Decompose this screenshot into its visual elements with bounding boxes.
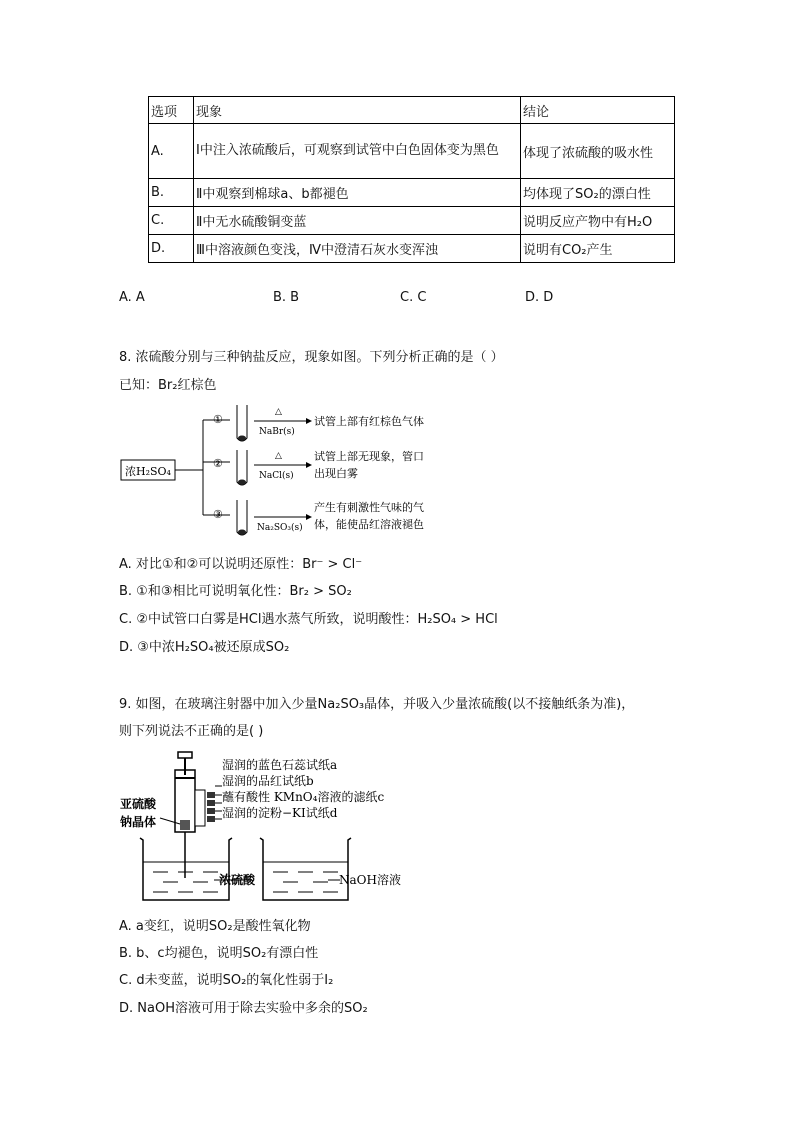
- label-conc-acid: 浓硫酸: [219, 873, 256, 887]
- table-cell-conclusion: 说明反应产物中有H₂O: [521, 207, 675, 235]
- q8-stem: 8. 浓硫酸分别与三种钠盐反应，现象如图。下列分析正确的是（ ）: [119, 350, 504, 365]
- label-strip-b: 湿润的品红试纸b: [222, 774, 314, 788]
- tube1-number: ①: [213, 413, 223, 426]
- table-cell-option: A.: [149, 124, 194, 179]
- label-strip-d: 湿润的淀粉−KI试纸d: [222, 806, 338, 820]
- table-header-conclusion: 结论: [521, 97, 675, 124]
- tube3-result-line1: 产生有刺激性气味的气: [314, 501, 424, 514]
- table-cell-conclusion: 说明有CO₂产生: [521, 235, 675, 263]
- tube2-result-line2: 出现白雾: [314, 467, 358, 480]
- table-header-option: 选项: [149, 97, 194, 124]
- q9-option-c[interactable]: C. d未变蓝，说明SO₂的氧化性弱于I₂: [119, 973, 334, 988]
- tube3-number: ③: [213, 508, 223, 521]
- tube1-result: 试管上部有红棕色气体: [314, 415, 424, 428]
- table-cell-phenomenon: Ⅲ中溶液颜色变浅，Ⅳ中澄清石灰水变浑浊: [194, 235, 521, 263]
- q7-choice-b[interactable]: B. B: [273, 290, 300, 305]
- tube3-result-line2: 体，能使品红溶液褪色: [314, 518, 424, 531]
- reagent-label: 浓H₂SO₄: [125, 465, 171, 478]
- q7-choice-d[interactable]: D. D: [525, 290, 554, 305]
- q9-stem-line2: 则下列说法不正确的是( ): [119, 724, 264, 739]
- table-cell-phenomenon: Ⅱ中无水硫酸铜变蓝: [194, 207, 521, 235]
- q9-syringe-diagram: [118, 750, 418, 906]
- beaker-naoh: [260, 838, 351, 900]
- tube2-salt: NaCl(s): [259, 471, 294, 481]
- q8-option-c[interactable]: C. ②中试管口白雾是HCl遇水蒸气所致，说明酸性：H₂SO₄ > HCl: [119, 612, 498, 627]
- table-cell-option: C.: [149, 207, 194, 235]
- q9-option-d[interactable]: D. NaOH溶液可用于除去实验中多余的SO₂: [119, 1001, 368, 1016]
- table-cell-conclusion: 体现了浓硫酸的吸水性: [521, 124, 675, 179]
- tube1-salt: NaBr(s): [259, 427, 295, 437]
- label-strip-c: 蘸有酸性 KMnO₄溶液的滤纸c: [222, 790, 385, 804]
- table-header-phenomenon: 现象: [194, 97, 521, 124]
- table-cell-phenomenon: Ⅰ中注入浓硫酸后，可观察到试管中白色固体变为黑色: [194, 124, 521, 179]
- tube1-condition: △: [275, 407, 282, 417]
- beaker-acid: [140, 838, 232, 900]
- table-cell-option: B.: [149, 179, 194, 207]
- tube2-result-line1: 试管上部无现象，管口: [314, 450, 424, 463]
- table-cell-phenomenon: Ⅱ中观察到棉球a、b都褪色: [194, 179, 521, 207]
- q8-known: 已知：Br₂红棕色: [119, 378, 217, 393]
- q9-option-a[interactable]: A. a变红，说明SO₂是酸性氧化物: [119, 919, 311, 934]
- q9-option-b[interactable]: B. b、c均褪色，说明SO₂有漂白性: [119, 946, 319, 961]
- q8-option-d[interactable]: D. ③中浓H₂SO₄被还原成SO₂: [119, 640, 290, 655]
- tube2-condition: △: [275, 451, 282, 461]
- q8-option-b[interactable]: B. ①和③相比可说明氧化性：Br₂ > SO₂: [119, 584, 352, 599]
- label-naoh: NaOH溶液: [339, 873, 401, 887]
- table-cell-option: D.: [149, 235, 194, 263]
- label-sulfite-2: 钠晶体: [120, 815, 157, 829]
- q8-option-a[interactable]: A. 对比①和②可以说明还原性：Br⁻ > Cl⁻: [119, 557, 363, 572]
- q8-reaction-diagram: [118, 400, 448, 545]
- tube2-number: ②: [213, 457, 223, 470]
- label-strip-a: 湿润的蓝色石蕊试纸a: [222, 758, 338, 772]
- q7-choice-c[interactable]: C. C: [400, 290, 427, 305]
- tube3-salt: Na₂SO₃(s): [257, 523, 303, 533]
- q7-options-table: [148, 96, 675, 263]
- q7-choice-a[interactable]: A. A: [119, 290, 145, 305]
- label-sulfite-1: 亚硫酸: [120, 797, 157, 811]
- table-cell-conclusion: 均体现了SO₂的漂白性: [521, 179, 675, 207]
- q9-stem-line1: 9. 如图，在玻璃注射器中加入少量Na₂SO₃晶体，并吸入少量浓硫酸(以不接触纸条为准)，: [119, 697, 635, 712]
